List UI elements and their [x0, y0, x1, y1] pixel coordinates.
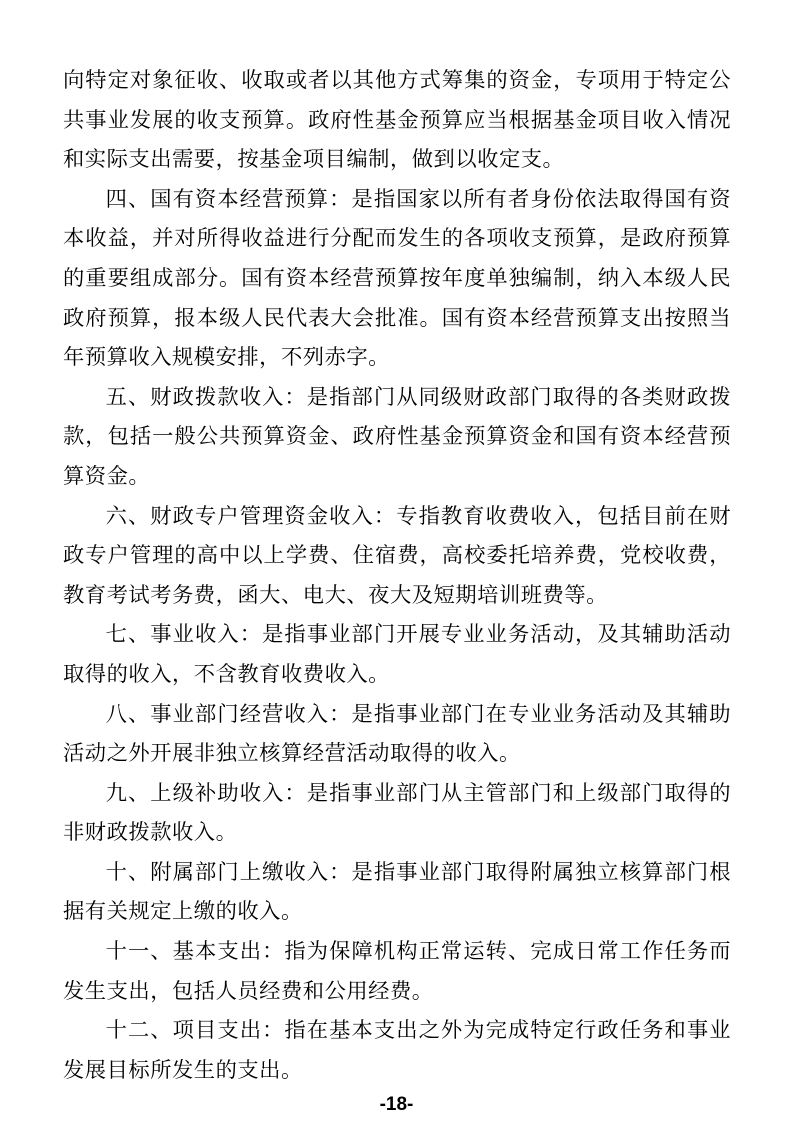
paragraph-item-7-business-income: 七、事业收入：是指事业部门开展专业业务活动，及其辅助活动取得的收入，不含教育收费收入。: [63, 622, 731, 686]
paragraph-item-11-basic-expenditure: 十一、基本支出：指为保障机构正常运转、完成日常工作任务而发生支出，包括人员经费和公用经费。: [63, 939, 731, 1003]
paragraph-item-9-superior-subsidy-income: 九、上级补助收入：是指事业部门从主管部门和上级部门取得的非财政拨款收入。: [63, 780, 731, 845]
paragraph-item-6-fiscal-special-account-income: 六、财政专户管理资金收入：专指教育收费收入，包括目前在财政专户管理的高中以上学费、住宿费，高校委托培养费，党校收费，教育考试考务费，函大、电大、夜大及短期培训班费等。: [63, 503, 731, 607]
paragraph-item-12-project-expenditure: 十二、项目支出：指在基本支出之外为完成特定行政任务和事业发展目标所发生的支出。: [63, 1018, 731, 1082]
document-body: [63, 61, 731, 1090]
paragraph-item-8-operating-income: 八、事业部门经营收入：是指事业部门在专业业务活动及其辅助活动之外开展非独立核算经营活动取得的收入。: [63, 701, 731, 766]
paragraph-item-10-affiliated-remitted-income: 十、附属部门上缴收入：是指事业部门取得附属独立核算部门根据有关规定上缴的收入。: [63, 859, 731, 924]
paragraph-gov-fund-budget-continuation: 向特定对象征收、收取或者以其他方式筹集的资金，专项用于特定公共事业发展的收支预算。政府性基金预算应当根据基金项目收入情况和实际支出需要，按基金项目编制，做到以收定支。: [63, 68, 731, 172]
paragraph-item-4-state-capital-budget: 四、国有资本经营预算：是指国家以所有者身份依法取得国有资本收益，并对所得收益进行分配而发生的各项收支预算，是政府预算的重要组成部分。国有资本经营预算按年度单独编制，纳入本级人民政府预算，报本级人民代表大会批准。国有资本经营预算支出按照当年预算收入规模安排，不列赤字。: [63, 186, 731, 370]
paragraph-item-5-fiscal-appropriation-income: 五、财政拨款收入：是指部门从同级财政部门取得的各类财政拨款，包括一般公共预算资金、政府性基金预算资金和国有资本经营预算资金。: [63, 384, 731, 488]
page-number: -18-: [379, 1094, 414, 1115]
